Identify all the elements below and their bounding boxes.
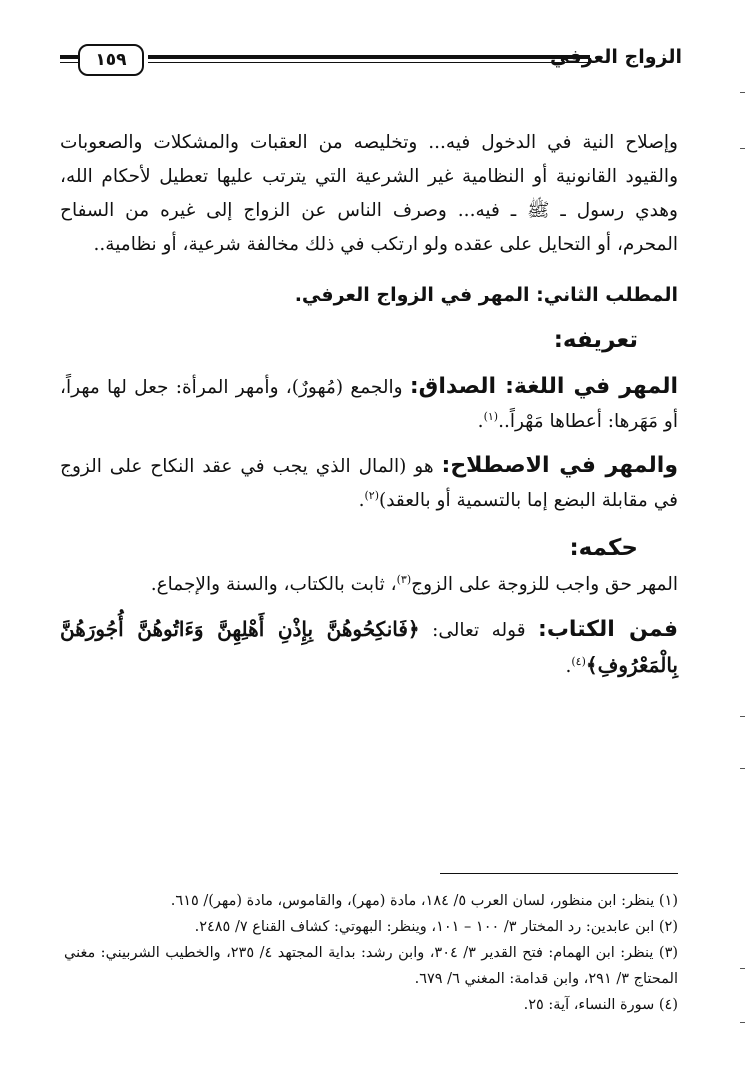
- footnote: (٢) ابن عابدين: رد المختار ٣/ ١٠٠ – ١٠١، وينظر: البهوتي: كشاف القناع ٧/ ٢٤٨٥.: [194, 919, 678, 935]
- footnote: (٤) سورة النساء، آية: ٢٥.: [523, 997, 678, 1013]
- linguistic-text: والجمع (مُهورٌ)، وأمهر المرأة: جعل لها مهراً، أو مَهَرها: أعطاها مَهْراً..: [60, 377, 678, 432]
- footnote-ref-4: (٤): [571, 654, 586, 668]
- margin-mark: [740, 968, 745, 969]
- running-header: [60, 44, 682, 80]
- kitab-term: فمن الكتاب:: [538, 617, 678, 642]
- margin-mark: [740, 768, 745, 769]
- footnote-ref-2: (٢): [364, 488, 379, 502]
- footnote: (١) ينظر: ابن منظور، لسان العرب ٥/ ١٨٤، مادة (مهر)، والقاموس، مادة (مهر)/ ٦١٥.: [170, 893, 678, 909]
- linguistic-definition: المهر في اللغة: الصداق: والجمع (مُهورٌ)، وأمهر المرأة: جعل لها مهراً، أو مَهَرها: أعطاها مَهْراً..$^{(١)}$.: [60, 374, 679, 432]
- margin-mark: [740, 92, 745, 93]
- main-text: [60, 126, 678, 684]
- quran-evidence: فمن الكتاب: قوله تعالى: ﴿فَانكِحُوهُنَّ بِإِذْنِ أَهْلِهِنَّ وَءَاتُوهُنَّ أُجُورَهُنَّ بِالْمَعْرُوفِ﴾$^{(٤)}$.: [60, 617, 678, 677]
- kitab-intro: قوله تعالى:: [419, 620, 539, 641]
- footnote-ref-3: (٣): [396, 572, 412, 586]
- margin-mark: [740, 1022, 745, 1023]
- technical-definition: والمهر في الاصطلاح: هو (المال الذي يجب في عقد النكاح على الزوج في مقابلة البضع إما بالتسمية أو بالعقد)$^{(٢)}$.: [60, 453, 678, 511]
- ruling-text-b: ، ثابت بالكتاب، والسنة والإجماع.: [150, 574, 397, 595]
- definition-heading: تعريفه:: [553, 327, 638, 353]
- linguistic-term: المهر في اللغة: الصداق:: [409, 374, 679, 399]
- technical-term: والمهر في الاصطلاح:: [441, 453, 678, 478]
- margin-mark: [740, 716, 745, 717]
- header-rule: [148, 55, 590, 67]
- footnotes: [64, 888, 678, 1018]
- page-number: ١٥٩: [78, 44, 144, 76]
- intro-paragraph: وإصلاح النية في الدخول فيه... وتخليصه من العقبات والمشكلات والصعوبات والقيود القانونية أو النظامية غير الشرعية التي يترتب عليها تعطيل لأحكام الله، وهدي رسول ـ ﷺ ـ فيه... وصرف الناس عن الزواج إلى غيره من السفاح المحرم، أو التحايل على عقده ولو ارتكب في ذلك مخالفة شرعية، أو نظامية..: [60, 132, 678, 255]
- technical-text: هو (المال الذي يجب في عقد النكاح على الزوج في مقابلة البضع إما بالتسمية أو بالعقد): [60, 456, 678, 511]
- running-title: الزواج العرفي: [550, 46, 682, 68]
- ruling-text-a: المهر حق واجب للزوجة على الزوج: [411, 574, 678, 595]
- quran-verse: ﴿فَانكِحُوهُنَّ بِإِذْنِ أَهْلِهِنَّ وَءَاتُوهُنَّ أُجُورَهُنَّ بِالْمَعْرُوفِ﴾: [60, 617, 678, 677]
- margin-mark: [740, 148, 745, 149]
- footnote-separator: [440, 873, 678, 874]
- section-title: المطلب الثاني: المهر في الزواج العرفي.: [294, 284, 678, 306]
- header-rule-left: [60, 55, 78, 67]
- ruling-heading: حكمه:: [569, 535, 638, 561]
- footnote: (٣) ينظر: ابن الهمام: فتح القدير ٣/ ٣٠٤، وابن رشد: بداية المجتهد ٤/ ٢٣٥، والخطيب الشربيني: مغني المحتاج ٣/ ٢٩١، وابن قدامة: المغني ٦/ ٦٧٩.: [64, 945, 679, 987]
- ruling-text: [60, 568, 678, 602]
- footnote-ref-1: (١): [483, 409, 499, 423]
